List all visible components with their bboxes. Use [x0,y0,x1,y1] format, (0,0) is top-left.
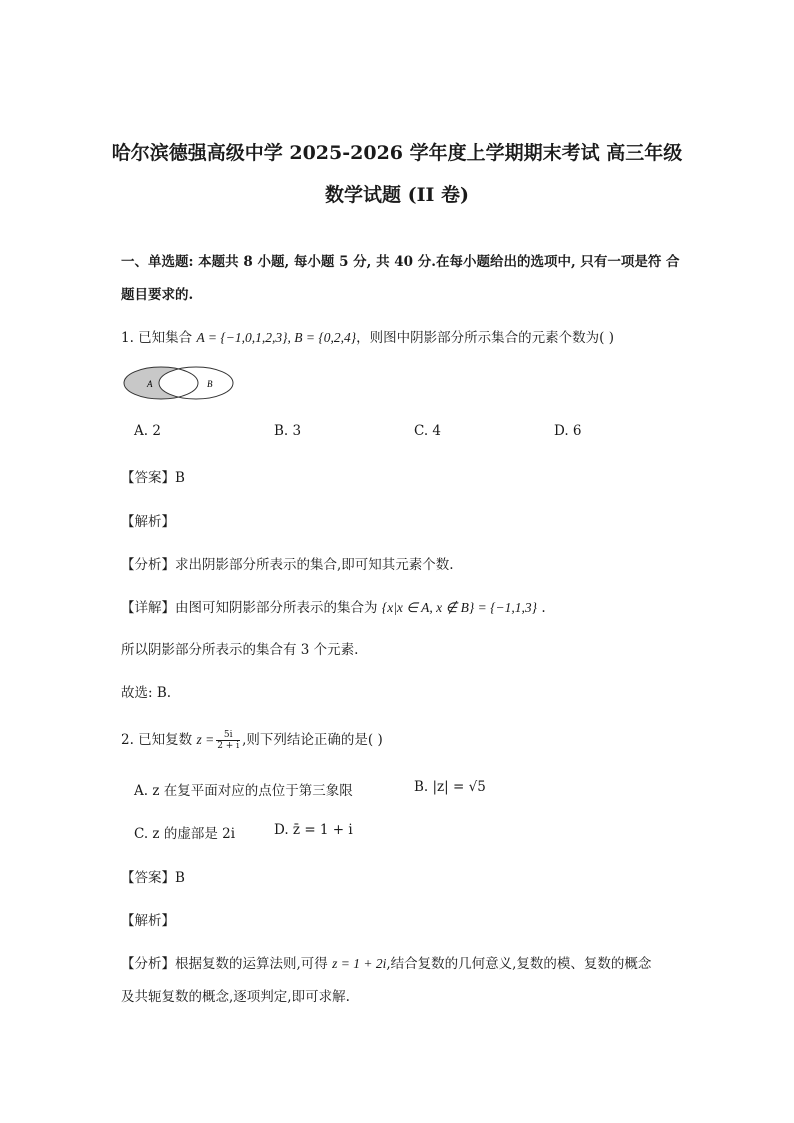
q2-answer: 【答案】B [121,870,185,886]
q1-analysis-label: 【解析】 [121,514,175,530]
q1-xiangjie-suffix: . [537,600,546,616]
question-1 [121,326,614,346]
q1-xiangjie-math: {x|x ∈ A, x ∉ B} = {−1,1,3} [381,600,538,615]
q1-math: A = {−1,0,1,2,3}, B = {0,2,4} [196,330,357,345]
q2-analysis-label: 【解析】 [121,913,175,929]
q1-option-b: B. 3 [274,423,302,439]
q2-z-eq: z = [196,732,215,747]
page-title: 哈尔滨德强高级中学 2025-2026 学年度上学期期末考试 高三年级 [111,142,683,164]
q2-prefix: 2. 已知复数 [121,732,197,748]
venn-diagram [121,364,237,402]
q2-fenxi-math: z = 1 + 2i [332,956,387,971]
q2-frac-num: 5i [216,730,240,741]
q2-fenxi-line2: 及共轭复数的概念,逐项判定,即可求解. [121,989,350,1005]
q2-option-a: A. z 在复平面对应的点位于第三象限 [134,783,353,799]
q1-fenxi: 【分析】求出阴影部分所表示的集合,即可知其元素个数. [121,557,454,573]
q1-choose: 故选: B. [121,685,172,701]
q2-fraction [216,730,240,751]
q2-fenxi-line1 [121,952,651,972]
venn-set-b [159,367,233,399]
q2-fenxi-prefix: 【分析】根据复数的运算法则,可得 [121,956,333,972]
section-heading: 一、单选题: 本题共 8 小题, 每小题 5 分, 共 40 分.在每小题给出的选项中, 只有一项是符 合 [121,254,680,270]
q1-xiangjie [121,596,546,616]
q2-fenxi-suffix: ,结合复数的几何意义,复数的模、复数的概念 [386,956,652,972]
q2-option-b: B. |z| = √5 [414,779,486,795]
q1-prefix: 1. 已知集合 [121,330,197,346]
q2-option-d: D. z̄ = 1 + i [274,822,353,838]
q1-option-a: A. 2 [134,423,161,439]
q2-suffix: ,则下列结论正确的是( ) [242,732,383,748]
q2-option-c: C. z 的虚部是 2i [134,826,236,842]
question-2 [121,728,383,751]
venn-label-a: A [147,379,153,389]
page-subtitle: 数学试题 (II 卷) [325,184,469,206]
venn-label-b: B [207,379,213,389]
q1-answer: 【答案】B [121,470,185,486]
q1-count: 所以阴影部分所表示的集合有 3 个元素. [121,642,359,658]
q1-xiangjie-prefix: 【详解】由图可知阴影部分所表示的集合为 [121,600,382,616]
q1-option-c: C. 4 [414,423,442,439]
q1-option-d: D. 6 [554,423,582,439]
q1-suffix: ，则图中阴影部分所示集合的元素个数为( ) [356,330,614,346]
section-heading-cont: 题目要求的. [121,287,194,303]
q2-frac-den: 2 + i [217,741,240,751]
